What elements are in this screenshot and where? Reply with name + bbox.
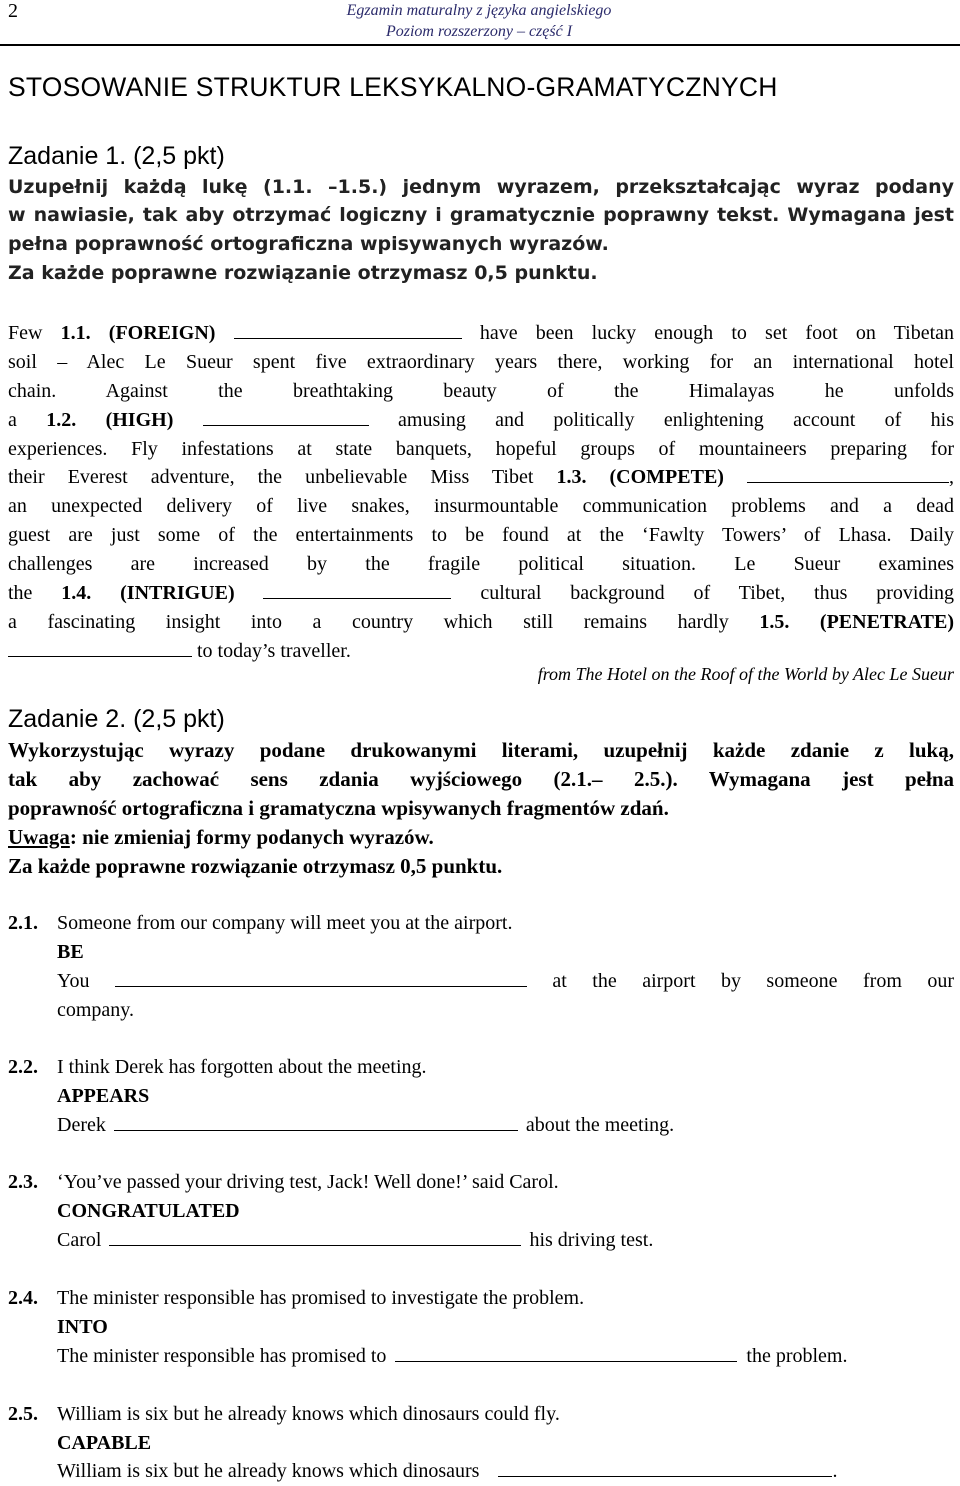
gap-1-3-blank[interactable]	[747, 481, 949, 483]
item-answer-continuation: company.	[57, 999, 135, 1021]
gap-1-5-label: 1.5. (PENETRATE)	[759, 611, 954, 633]
item-end: about the meeting.	[525, 1114, 675, 1136]
item-number: 2.5.	[8, 1403, 38, 1425]
item-answer-line	[57, 1229, 653, 1252]
text-fragment: cultural background of Tibet, thus providing	[480, 582, 955, 604]
item-sentence: Someone from our company will meet you at the airport.	[57, 912, 513, 934]
task1-label: Zadanie 1.	[8, 142, 127, 170]
item-end: the problem.	[746, 1345, 848, 1367]
gap-1-5-blank[interactable]	[8, 655, 192, 657]
task1-instruction-line: Uzupełnij każdą lukę (1.1. –1.5.) jednym wyrazem, przekształcając wyraz podany	[8, 176, 954, 198]
task1-points: (2,5 pkt)	[133, 142, 225, 170]
header-divider	[0, 44, 960, 46]
task1-text-line	[8, 582, 954, 605]
item-keyword: APPEARS	[57, 1085, 150, 1107]
item-2-4-blank[interactable]	[395, 1360, 737, 1362]
task1-text-line: soil – Alec Le Sueur spent five extraordinary years there, working for an international hotel	[8, 351, 954, 373]
task2-points: (2,5 pkt)	[133, 705, 225, 733]
item-answer-line	[57, 1114, 674, 1137]
item-2-3-blank[interactable]	[109, 1244, 521, 1246]
item-sentence: William is six but he already knows which dinosaurs could fly.	[57, 1403, 560, 1425]
item-sentence: The minister responsible has promised to investigate the problem.	[57, 1287, 585, 1309]
gap-1-4-blank[interactable]	[263, 597, 451, 599]
note-text: : nie zmieniaj formy podanych wyrazów.	[69, 825, 434, 849]
text-fragment: the	[8, 582, 33, 604]
task1-text-line	[8, 409, 954, 432]
task2-instruction-line: poprawność ortograficzna i gramatyczna wpisywanych fragmentów zdań.	[8, 796, 669, 820]
gap-1-4-label: 1.4. (INTRIGUE)	[61, 582, 235, 604]
task1-instruction-line: pełna poprawność ortograficzna wpisywanych wyrazów.	[8, 233, 609, 255]
task2-scoring: Za każde poprawne rozwiązanie otrzymasz 0,5 punktu.	[8, 854, 503, 878]
item-end: at the airport by someone from our	[552, 970, 954, 992]
item-keyword: INTO	[57, 1316, 108, 1338]
task1-text-line	[8, 466, 954, 489]
item-start: The minister responsible has promised to	[57, 1345, 387, 1367]
task2-note	[8, 825, 954, 850]
item-sentence: I think Derek has forgotten about the meeting.	[57, 1056, 427, 1078]
text-fragment: a fascinating insight into a country which still remains hardly	[8, 611, 729, 633]
task1-heading	[8, 142, 225, 171]
page-number: 2	[8, 0, 18, 22]
gap-1-3-label: 1.3. (COMPETE)	[556, 466, 724, 488]
item-number: 2.1.	[8, 912, 38, 934]
task1-text-line	[8, 640, 954, 663]
text-fragment: their Everest adventure, the unbelievable Miss Tibet	[8, 466, 534, 488]
item-start: You	[57, 970, 90, 992]
source-citation: from The Hotel on the Roof of the World by Alec Le Sueur	[537, 664, 954, 684]
task1-text-line	[8, 611, 954, 634]
item-answer-line	[57, 1345, 847, 1368]
gap-1-2-label: 1.2. (HIGH)	[46, 409, 174, 431]
text-fragment: to today’s traveller.	[197, 640, 351, 662]
gap-1-1-label: 1.1. (FOREIGN)	[60, 322, 216, 344]
item-keyword: CONGRATULATED	[57, 1200, 240, 1222]
item-2-2-blank[interactable]	[114, 1129, 518, 1131]
item-keyword: CAPABLE	[57, 1432, 152, 1454]
item-start: Carol	[57, 1229, 102, 1251]
item-start: William is six but he already knows which dinosaurs	[57, 1460, 480, 1482]
gap-1-2-blank[interactable]	[203, 424, 369, 426]
header-exam-title: Egzamin maturalny z języka angielskiego	[346, 2, 612, 19]
item-start: Derek	[57, 1114, 106, 1136]
item-answer-line	[57, 970, 954, 993]
text-fragment: amusing and politically enlightening account of his	[398, 409, 955, 431]
item-number: 2.2.	[8, 1056, 38, 1078]
item-2-1-blank[interactable]	[115, 985, 527, 987]
task1-scoring: Za każde poprawne rozwiązanie otrzymasz 0,5 punktu.	[8, 262, 598, 284]
page-header	[314, 0, 644, 42]
text-fragment: a	[8, 409, 17, 431]
task1-text-line: challenges are increased by the fragile political situation. Le Sueur examines	[8, 553, 954, 575]
text-fragment: ,	[949, 466, 954, 488]
task2-instruction-line: tak aby zachować sens zdania wyjściowego (2.1.– 2.5.). Wymagana jest pełna	[8, 767, 954, 791]
task1-text-line	[8, 322, 954, 345]
text-fragment: Few	[8, 322, 43, 344]
task1-text-line: guest are just some of the entertainments to be found at the ‘Fawlty Towers’ of Lhasa. Daily	[8, 524, 954, 546]
task2-instruction-line: Wykorzystując wyrazy podane drukowanymi literami, uzupełnij każde zdanie z luką,	[8, 738, 954, 762]
task1-text-line: an unexpected delivery of live snakes, insurmountable communication problems and a dead	[8, 495, 954, 517]
task1-instruction-line: w nawiasie, tak aby otrzymać logiczny i gramatycznie poprawny tekst. Wymagana jest	[8, 204, 954, 226]
task1-text-line: experiences. Fly infestations at state banquets, hopeful groups of mountaineers preparing for	[8, 438, 954, 460]
item-2-5-blank[interactable]	[498, 1475, 832, 1477]
task2-label: Zadanie 2.	[8, 705, 127, 733]
item-keyword: BE	[57, 941, 84, 963]
header-level: Poziom rozszerzony – część I	[385, 23, 573, 40]
item-end: his driving test.	[529, 1229, 654, 1251]
gap-1-1-blank[interactable]	[234, 337, 462, 339]
task1-text-line: chain. Against the breathtaking beauty of the Himalayas he unfolds	[8, 380, 954, 402]
text-fragment: have been lucky enough to set foot on Tibetan	[479, 322, 955, 344]
item-end: .	[832, 1460, 838, 1482]
task2-heading	[8, 705, 225, 734]
item-answer-line	[57, 1460, 837, 1483]
item-number: 2.4.	[8, 1287, 38, 1309]
item-number: 2.3.	[8, 1171, 38, 1193]
note-label: Uwaga	[8, 825, 70, 849]
section-title: STOSOWANIE STRUKTUR LEKSYKALNO-GRAMATYCZNYCH	[8, 72, 778, 102]
item-sentence: ‘You’ve passed your driving test, Jack! Well done!’ said Carol.	[57, 1171, 559, 1193]
